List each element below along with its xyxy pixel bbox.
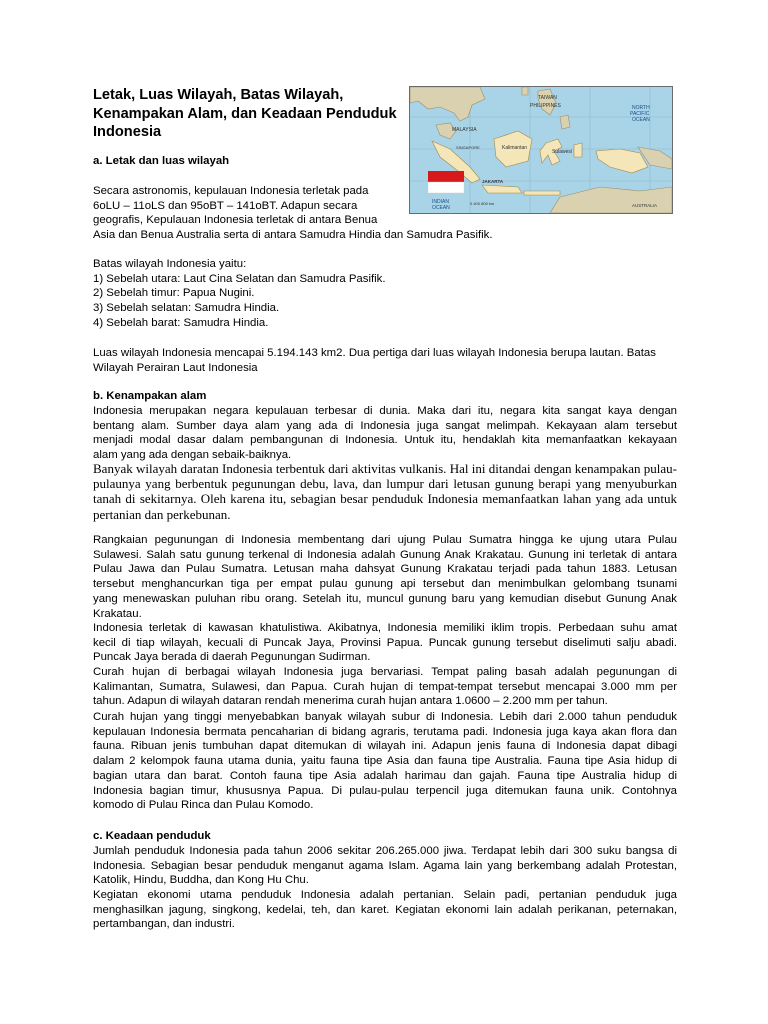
- text-line: Jumlah penduduk Indonesia pada tahun 2006 sekitar 206.265.000 jiwa. Terdapat lebih dari 300 suku bangsa di: [93, 845, 677, 857]
- map-scale: 0 400 800 km: [470, 201, 495, 206]
- map-label-malaysia: MALAYSIA: [452, 127, 477, 133]
- batas-item: 4) Sebelah barat: Samudra Hindia.: [93, 316, 269, 329]
- text-line: Rangkaian pegunungan di Indonesia membentang dari ujung Pulau Sumatra hingga ke ujung utara Pulau: [93, 534, 677, 546]
- luas-paragraph: [93, 346, 656, 375]
- batas-item: 2) Sebelah timur: Papua Nugini.: [93, 287, 255, 300]
- text-line: kepulauan Indonesia bermata pencaharian di bidang agraris, terutama padi. Indonesia juga kaya akan flora dan: [93, 725, 677, 738]
- penduduk-paragraph-1: [93, 844, 677, 888]
- text-line: kecil di tiap wilayah, kecuali di Puncak Jaya, Provinsi Papua. Puncak gunung tersebut diselimuti salju abadi.: [93, 636, 677, 649]
- text-line: tersebut menghancurkan tiga per empat pulau gunung api tersebut dan menimbulkan gelombang tsunami: [93, 578, 677, 591]
- text-line: Indonesia. Sebagian besar penduduk menganut agama Islam. Agama lain yang berkembang adalah Protestan,: [93, 859, 677, 872]
- text-line: menghasilkan jagung, singkong, kedelai, teh, dan karet. Kegiatan ekonomi lain adalah perikanan, peternakan,: [93, 903, 677, 916]
- section-heading-b: b. Kenampakan alam: [93, 390, 207, 402]
- map-label-north-pacific-line: NORTH: [632, 105, 650, 111]
- section-heading-c: c. Keadaan penduduk: [93, 830, 211, 842]
- text-line: dalam 2 kelompok fauna utama dunia, yaitu fauna tipe Asia dan fauna tipe Australia. Fauna tipe Asia hidup di: [93, 755, 677, 768]
- text-line: pertambangan, dan industri.: [93, 918, 235, 931]
- map-label-philippines: PHILIPPINES: [530, 103, 561, 109]
- text-line: Asia dan Benua Australia serta di antara Samudra Hindia dan Samudra Pasifik.: [93, 229, 493, 242]
- map-label-north-pacific: [630, 105, 651, 123]
- text-line: alam yang ada dengan sebaik-baiknya.: [93, 449, 292, 462]
- text-line: Curah hujan di berbagai wilayah Indonesia juga bervariasi. Tempat paling basah adalah pegunungan di: [93, 666, 677, 678]
- map-label-taiwan: TAIWAN: [538, 95, 557, 101]
- text-line: Secara astronomis, kepulauan Indonesia terletak pada: [93, 185, 369, 197]
- text-line: tanah di sekitarnya. Oleh karena itu, sebagian besar penduduk Indonesia memanfaatkan lahan yang ada untuk: [93, 491, 677, 507]
- text-line: Kalimantan, Sumatra, Sulawesi, dan Papua. Curah hujan di tempat-tempat tersebut mencapai 3.000 mm per: [93, 680, 677, 693]
- batas-intro: Batas wilayah Indonesia yaitu:: [93, 258, 247, 270]
- kenampakan-paragraph-2: [93, 461, 677, 522]
- kenampakan-paragraph-4: [93, 621, 677, 665]
- document-title: [93, 86, 397, 142]
- map-label-singapore: SINGAPORE: [456, 145, 480, 150]
- text-line: bentang alam. Sumber daya alam yang ada di Indonesia juga sangat melimpah. Kekayaan alam tersebut: [93, 419, 677, 432]
- text-line: Kegiatan ekonomi utama penduduk Indonesia adalah pertanian. Selain padi, pertanian penduduk juga: [93, 889, 677, 901]
- kenampakan-paragraph-6: [93, 710, 677, 813]
- text-line: pertanian dan perkebunan.: [93, 506, 231, 522]
- text-line: Luas wilayah Indonesia mencapai 5.194.143 km2. Dua pertiga dari luas wilayah Indonesia berupa lautan. Batas: [93, 347, 656, 359]
- text-line: 6oLU – 11oLS dan 95oBT – 141oBT. Adapun secara: [93, 199, 358, 212]
- batas-list: [93, 257, 386, 331]
- text-line: bagian utara dan barat. Contoh fauna tipe Asia adalah harimau dan gajah. Fauna tipe Australia hidup di: [93, 769, 677, 782]
- map-label-indian-ocean-line: OCEAN: [432, 205, 450, 211]
- map-label-sulawesi: Sulawesi: [552, 149, 573, 155]
- title-line: Kenampakan Alam, dan Keadaan Penduduk: [93, 105, 397, 122]
- text-line: fauna. Ribuan jenis tumbuhan dapat ditemukan di wilayah ini. Adapun jenis fauna di Indonesia dapat dibagi: [93, 740, 677, 753]
- text-line: Katolik, Hindu, Buddha, dan Kong Hu Chu.: [93, 874, 309, 887]
- text-line: yang menewaskan puluhan ribu orang. Setelah itu, muncul gunung baru yang kemudian disebut Gunung Anak: [93, 592, 677, 605]
- text-line: Indonesia bagian timur, khususnya Papua. Di pulau-pulau terpencil juga ditemukan fauna unik. Contohnya: [93, 784, 677, 797]
- text-line: Banyak wilayah daratan Indonesia terbentuk dari aktivitas vulkanis. Hal ini ditandai dengan kenampakan pulau-: [93, 461, 677, 476]
- text-line: Krakatau.: [93, 607, 142, 620]
- map-label-indian-ocean-line: INDIAN: [432, 199, 449, 205]
- title-line: Letak, Luas Wilayah, Batas Wilayah,: [93, 87, 344, 103]
- astronomis-paragraph: [93, 184, 493, 243]
- batas-item: 1) Sebelah utara: Laut Cina Selatan dan Samudra Pasifik.: [93, 272, 386, 285]
- text-line: menjadi modal dasar dalam pembangunan di Indonesia. Untuk itu, hendaklah kita memanfaatkan kekayaan: [93, 434, 677, 447]
- section-heading-a: a. Letak dan luas wilayah: [93, 155, 230, 167]
- text-line: Wilayah Perairan Laut Indonesia: [93, 361, 258, 374]
- text-line: pulaunya yang berbentuk pegunungan debu, lava, dan lumpur dari letusan gunung berapi yang menyuburkan: [93, 476, 677, 492]
- text-line: Indonesia terletak di kawasan khatulistiwa. Akibatnya, Indonesia memiliki iklim tropis. Perbedaan suhu amat: [93, 622, 677, 634]
- map-label-north-pacific-line: PACIFIC: [630, 111, 650, 117]
- kenampakan-paragraph-5: [93, 665, 677, 709]
- text-line: tahun. Adapun di wilayah dataran rendah menerima curah hujan antara 1.0600 – 2.200 mm per tahun.: [93, 695, 608, 708]
- text-line: geografis, Kepulauan Indonesia terletak di antara Benua: [93, 214, 378, 227]
- penduduk-paragraph-2: [93, 888, 677, 932]
- kenampakan-paragraph-1: [93, 404, 677, 463]
- map-label-kalimantan: Kalimantan: [502, 145, 528, 151]
- text-line: Curah hujan yang tinggi menyebabkan banyak wilayah subur di Indonesia. Lebih dari 2.000 tahun penduduk: [93, 711, 677, 723]
- map-label-north-pacific-line: OCEAN: [632, 117, 650, 123]
- map-label-jakarta: JAKARTA: [482, 179, 504, 184]
- text-line: Pulau Jawa dan Pulau Sumatra. Letusan maha dahsyat Gunung Krakatau terjadi pada tahun 1883. Letusan: [93, 563, 677, 576]
- batas-item: 3) Sebelah selatan: Samudra Hindia.: [93, 302, 280, 315]
- map-label-australia: AUSTRALIA: [632, 203, 658, 208]
- title-line: Indonesia: [93, 124, 162, 140]
- text-line: Puncak Jaya berada di daerah Pegunungan Sudirman.: [93, 651, 371, 664]
- text-line: Indonesia merupakan negara kepulauan terbesar di dunia. Maka dari itu, negara kita sangat kaya dengan: [93, 405, 677, 417]
- text-line: komodo di Pulau Rinca dan Pulau Komodo.: [93, 799, 314, 812]
- kenampakan-paragraph-3: [93, 533, 677, 621]
- text-line: Sulawesi. Salah satu gunung terkenal di Indonesia adalah Gunung Anak Krakatau. Gunung ini terletak di antara: [93, 548, 677, 561]
